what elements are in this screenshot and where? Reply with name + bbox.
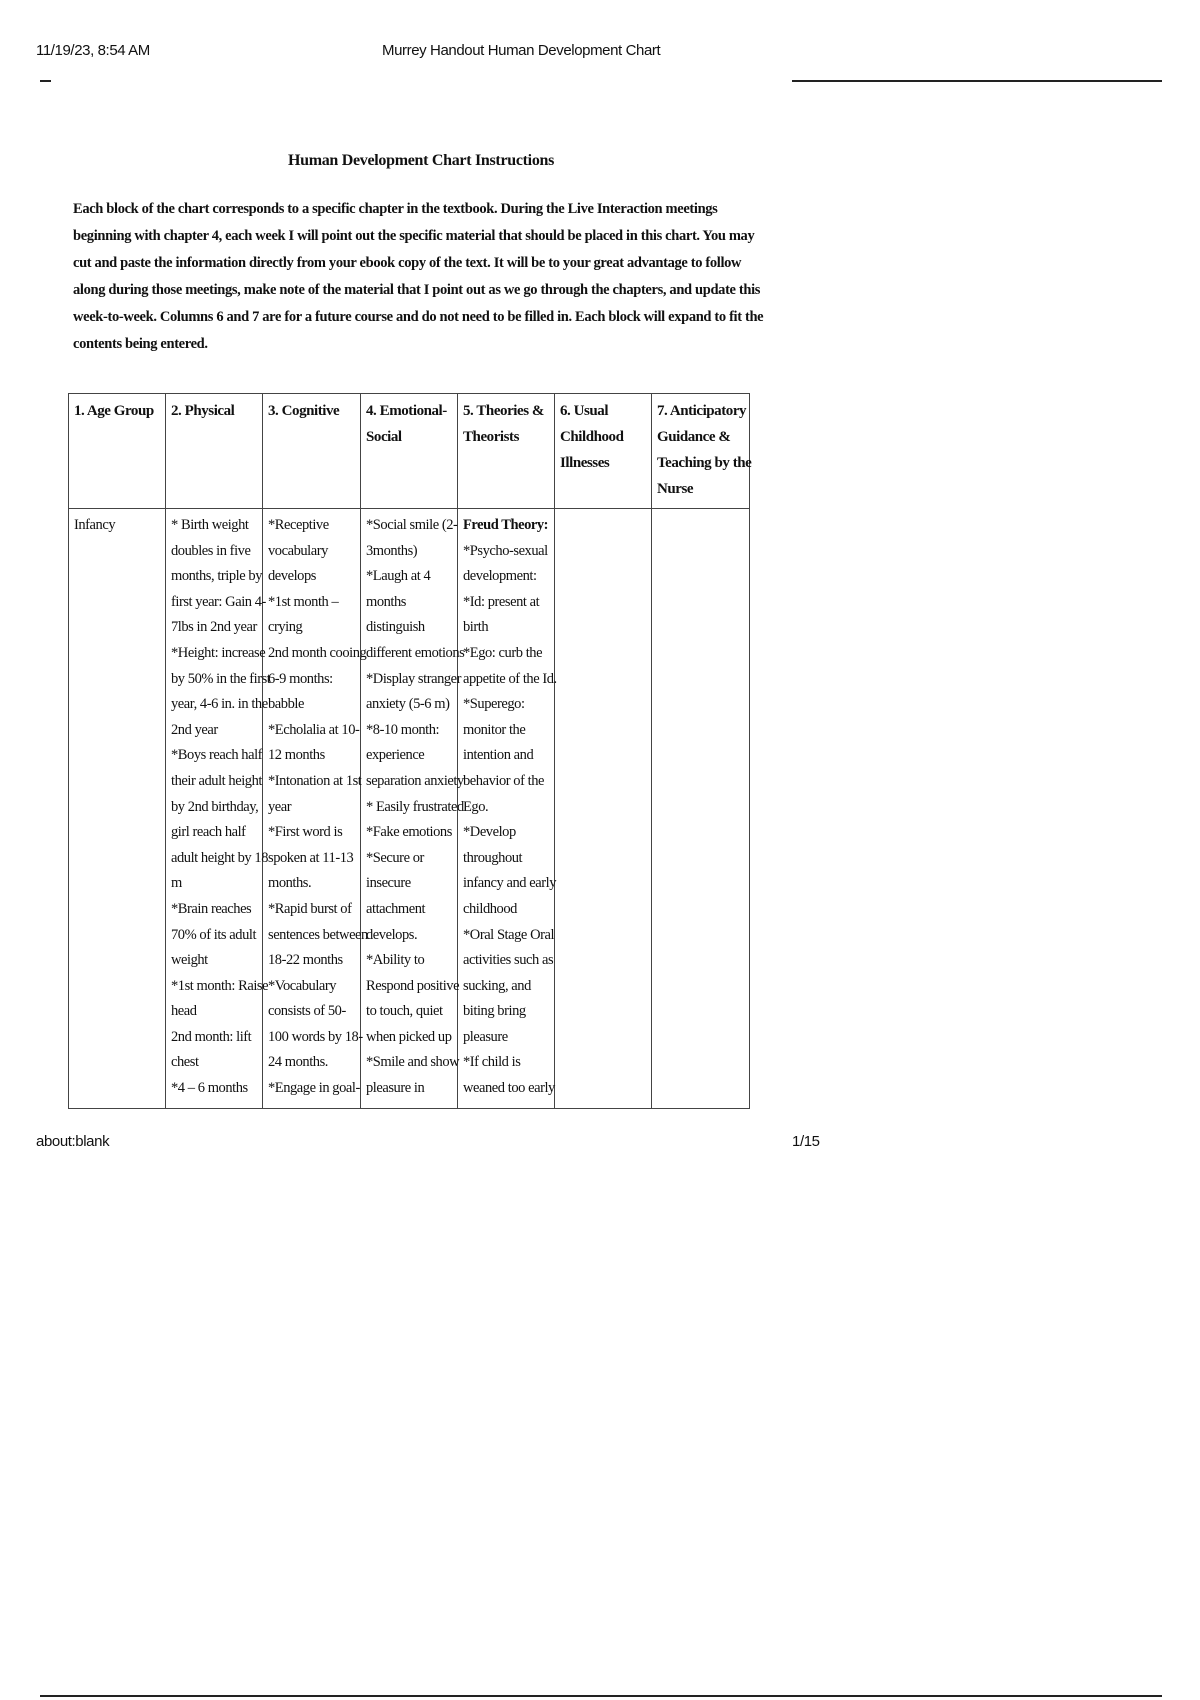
development-chart-table	[68, 393, 750, 1109]
cell-text-line: *Brain reaches	[171, 900, 252, 917]
cell-text-line: 3months)	[366, 542, 418, 559]
cell-text-line: *First word is	[268, 824, 343, 841]
development-chart-container	[68, 393, 750, 1117]
cell-text-line: 6-9 months:	[268, 670, 333, 687]
cell-text-line: m	[171, 875, 182, 892]
cell-text-line: *Boys reach half	[171, 747, 263, 764]
footer-page-number: 1/15	[792, 1133, 820, 1150]
cell-text-line: 2nd month cooing	[268, 644, 367, 661]
cell-text-line: biting bring	[463, 1003, 526, 1020]
cell-text-line: *Oral Stage Oral	[463, 926, 555, 943]
cell-text-line: adult height by 18	[171, 849, 269, 866]
cell-text-line: *Social smile (2-	[366, 517, 458, 533]
cell-text-line: throughout	[463, 849, 523, 866]
cell-text-line: weight	[171, 952, 208, 969]
cell-text-line: when picked up	[366, 1028, 452, 1045]
cell-text-line: *Echolalia at 10-	[268, 721, 360, 738]
theory-heading: Freud Theory:	[463, 517, 549, 533]
cell-text-line: *Secure or	[366, 849, 424, 866]
cell-text-line: months.	[268, 875, 312, 892]
cell-text-line: *Display stranger	[366, 670, 462, 687]
cell-age-group	[69, 509, 166, 1109]
page-cutoff	[68, 1116, 750, 1118]
cell-theories	[458, 509, 555, 1109]
cell-text-line: sentences between	[268, 926, 368, 943]
cell-text-line: 3. Cognitive	[268, 403, 340, 419]
table-row-infancy	[69, 509, 750, 1109]
cell-text-line: 18-22 months	[268, 952, 343, 969]
cell-text-line: Childhood	[560, 429, 624, 445]
cell-text-line: 70% of its adult	[171, 926, 257, 943]
cell-text-line: 24 months.	[268, 1054, 328, 1071]
cell-text-line: *Fake emotions	[366, 824, 452, 841]
cell-text-line: *Vocabulary	[268, 977, 337, 994]
cell-text-line: develops.	[366, 926, 418, 943]
cell-text-line: months, triple by	[171, 568, 263, 585]
cell-text-line: first year: Gain 4-	[171, 593, 266, 610]
cell-text-line: head	[171, 1003, 197, 1020]
cell-text-line: crying	[268, 619, 303, 636]
cell-text-line: Illnesses	[560, 455, 610, 471]
cell-text-line: different emotions	[366, 644, 465, 661]
cell-text-line: insecure	[366, 875, 411, 892]
cell-text-line: 4. Emotional-	[366, 403, 447, 419]
cell-text-line: pleasure	[463, 1028, 508, 1045]
cell-text-line: Theorists	[463, 429, 519, 445]
cell-text-line: Infancy	[74, 517, 116, 533]
cell-text-line: *1st month: Raise	[171, 977, 269, 994]
cell-text-line: *Ego: curb the	[463, 644, 543, 661]
cell-text-line: monitor the	[463, 721, 526, 738]
cell-text-line: Respond positive	[366, 977, 460, 994]
cell-text-line: sucking, and	[463, 977, 531, 994]
header-physical	[166, 394, 263, 509]
bottom-rule	[40, 1695, 1162, 1697]
cell-text-line: * Birth weight	[171, 517, 249, 533]
cell-text-line: *Id: present at	[463, 593, 540, 610]
cell-text-line: 2nd year	[171, 721, 218, 738]
cell-text-line: distinguish	[366, 619, 425, 636]
cell-text-line: doubles in five	[171, 542, 251, 559]
print-header-title: Murrey Handout Human Development Chart	[382, 42, 661, 59]
cell-text-line: by 50% in the first	[171, 670, 271, 687]
header-rule	[792, 80, 1162, 82]
cell-text-line: chest	[171, 1054, 199, 1071]
cell-text-line: 1. Age Group	[74, 403, 154, 419]
cell-text-line: *1st month –	[268, 593, 339, 610]
cell-text-line: *Receptive	[268, 517, 329, 533]
cell-text-line: *If child is	[463, 1054, 521, 1071]
cell-text-line: girl reach half	[171, 824, 246, 841]
cell-text-line: *8-10 month:	[366, 721, 440, 738]
cell-text-line: birth	[463, 619, 489, 636]
document-title: Human Development Chart Instructions	[287, 152, 555, 169]
cell-text-line: *Psycho-sexual	[463, 542, 548, 559]
print-datetime: 11/19/23, 8:54 AM	[36, 42, 150, 59]
cell-text-line: Ego.	[463, 798, 489, 815]
cell-text-line: *4 – 6 months	[171, 1080, 248, 1097]
cell-text-line: 2. Physical	[171, 403, 235, 419]
header-theories	[458, 394, 555, 509]
cell-text-line: *Develop	[463, 824, 516, 841]
cell-text-line: consists of 50-	[268, 1003, 346, 1020]
header-cognitive	[263, 394, 361, 509]
cell-text-line: anxiety (5-6 m)	[366, 696, 450, 713]
cell-text-line: appetite of the Id.	[463, 670, 557, 687]
cell-text-line: Social	[366, 429, 402, 445]
cell-text-line: months	[366, 593, 406, 610]
cell-emotional-social	[361, 509, 465, 1109]
cell-text-line: *Height: increase	[171, 644, 266, 661]
cell-physical	[166, 509, 271, 1109]
cell-text-line: pleasure in	[366, 1080, 425, 1097]
cell-text-line: * Easily frustrated	[366, 798, 464, 815]
cell-text-line: attachment	[366, 900, 426, 917]
cell-text-line: to touch, quiet	[366, 1003, 443, 1020]
cell-childhood-illnesses	[555, 509, 652, 1109]
cell-text-line: *Rapid burst of	[268, 900, 352, 917]
cell-text-line: 2nd month: lift	[171, 1028, 252, 1045]
cell-text-line: *Intonation at 1st	[268, 772, 362, 789]
cell-text-line: behavior of the	[463, 772, 545, 789]
cell-text-line: Teaching by the	[657, 455, 752, 471]
header-emotional-social	[361, 394, 458, 509]
cell-text-line: infancy and early	[463, 875, 556, 892]
cell-cognitive	[263, 509, 368, 1109]
cell-text-line: 7lbs in 2nd year	[171, 619, 257, 636]
cell-text-line: *Superego:	[463, 696, 525, 713]
cell-text-line: *Ability to	[366, 952, 425, 969]
cell-text-line: 6. Usual	[560, 403, 609, 419]
cell-text-line: vocabulary	[268, 542, 328, 559]
cell-text-line: their adult height	[171, 772, 262, 789]
cell-text-line: *Smile and show	[366, 1054, 460, 1071]
table-header-row	[69, 394, 750, 509]
cell-text-line: by 2nd birthday,	[171, 798, 259, 815]
cell-text-line: development:	[463, 568, 537, 585]
header-age-group	[69, 394, 166, 509]
cell-text-line: year	[268, 798, 292, 815]
cell-text-line: 5. Theories &	[463, 403, 544, 419]
cell-text-line: babble	[268, 696, 304, 713]
header-anticipatory-guidance	[652, 394, 750, 509]
cell-text-line: activities such as	[463, 952, 554, 969]
cell-anticipatory-guidance	[652, 509, 750, 1109]
cell-text-line: experience	[366, 747, 425, 764]
instructions-paragraph: Each block of the chart corresponds to a specific chapter in the textbook. During the Live Interaction meetings beginning with chapter 4, each week I will point out the specific material that should be placed in this chart. You may cut and paste the information directly from your ebook copy of the text. It will be to your great advantage to follow along during those meetings, make note of the material that I point out as we go through the chapters, and update this week-to-week. Columns 6 and 7 are for a future course and do not need to be filled in. Each block will expand to fit the contents being entered.	[73, 201, 764, 352]
cell-text-line: Nurse	[657, 481, 694, 497]
cell-text-line: Guidance &	[657, 429, 731, 445]
header-dash	[40, 80, 51, 82]
cell-text-line: *Engage in goal-	[268, 1080, 360, 1097]
cell-text-line: intention and	[463, 747, 534, 764]
cell-text-line: weaned too early	[463, 1080, 555, 1097]
theory-lines	[463, 539, 557, 1102]
cell-text-line: 7. Anticipatory	[657, 403, 747, 419]
footer-url: about:blank	[36, 1133, 110, 1150]
cell-text-line: separation anxiety	[366, 772, 464, 789]
cell-text-line: year, 4-6 in. in the	[171, 696, 268, 713]
header-childhood-illnesses	[555, 394, 652, 509]
cell-text-line: childhood	[463, 900, 517, 917]
cell-text-line: *Laugh at 4	[366, 568, 431, 585]
cell-text-line: 12 months	[268, 747, 325, 764]
cell-text-line: spoken at 11-13	[268, 849, 354, 866]
cell-text-line: develops	[268, 568, 316, 585]
cell-text-line: 100 words by 18-	[268, 1028, 363, 1045]
